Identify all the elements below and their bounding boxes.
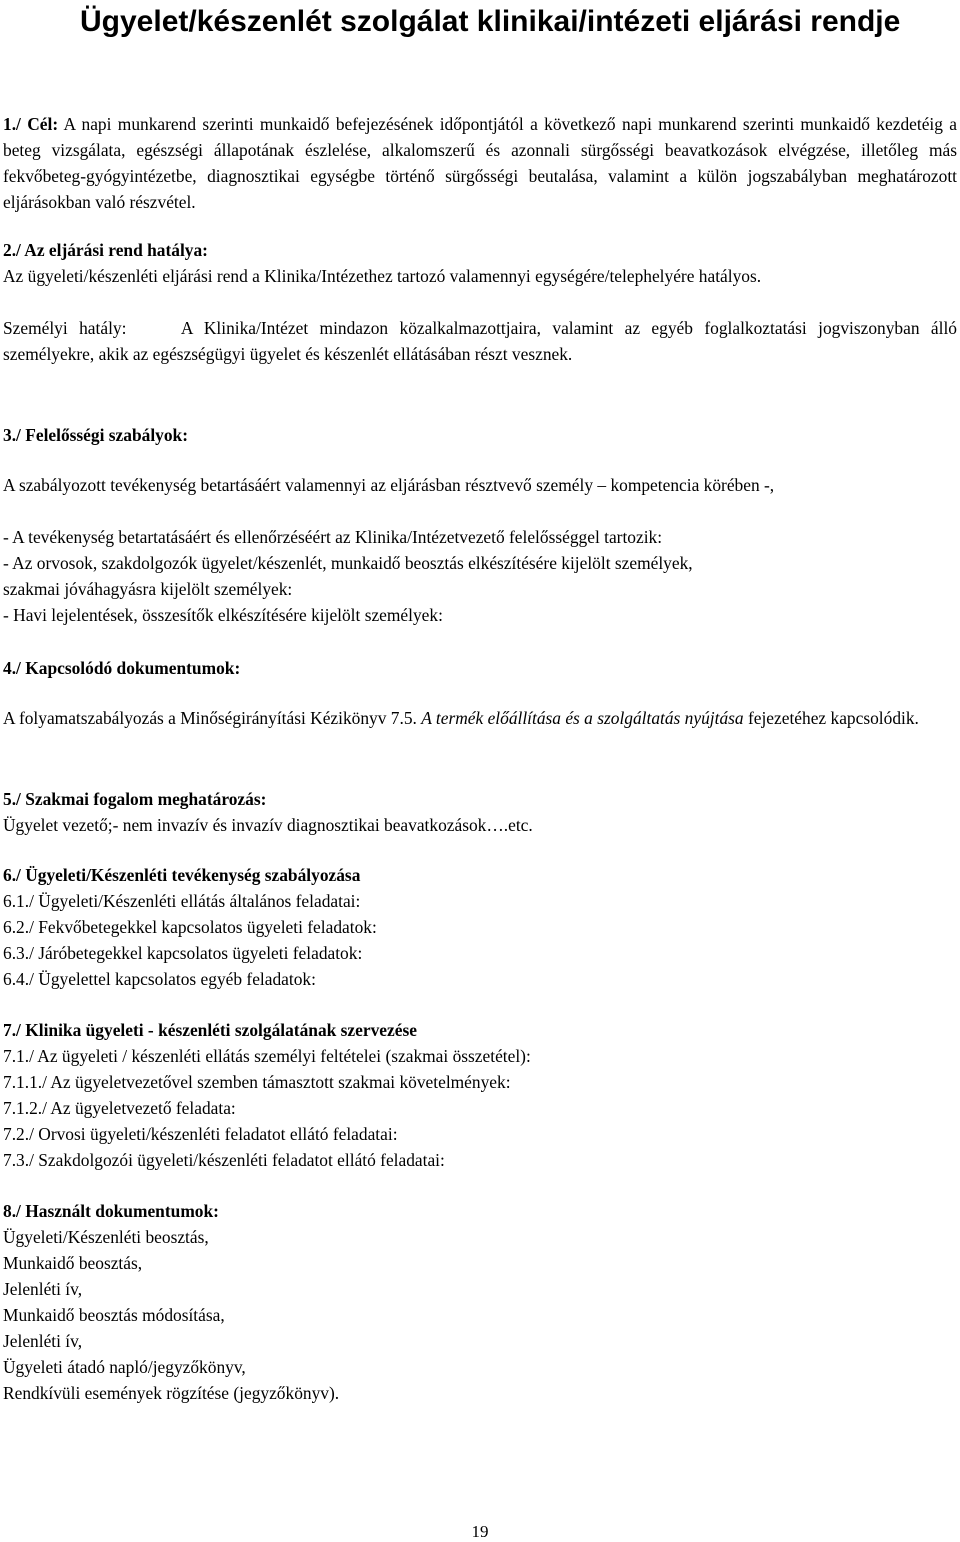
list-item: Munkaidő beosztás módosítása, <box>3 1305 225 1325</box>
section-5-heading: 5./ Szakmai fogalom meghatározás: <box>3 789 267 809</box>
section-4-text-prefix: A folyamatszabályozás a Minőségirányítási Kézikönyv 7.5. <box>3 708 417 728</box>
section-4-text <box>3 705 957 731</box>
list-item: Munkaidő beosztás, <box>3 1253 143 1273</box>
section-1-heading: 1./ Cél: <box>3 114 59 134</box>
section-5-text: Ügyelet vezető;- nem invazív és invazív diagnosztikai beavatkozások….etc. <box>3 815 533 835</box>
list-item: - Havi lejelentések, összesítők elkészítésére kijelölt személyek: <box>3 605 443 625</box>
list-item: Rendkívüli események rögzítése (jegyzőkönyv). <box>3 1383 340 1403</box>
list-item: - A tevékenység betartatásáért és ellenőrzéséért az Klinika/Intézetvezető felelősséggel tartozik: <box>3 527 663 547</box>
personal-scope-label: Személyi hatály: <box>3 318 127 338</box>
document-page <box>3 0 957 1542</box>
list-item: 6.1./ Ügyeleti/Készenléti ellátás általános feladatai: <box>3 891 361 911</box>
section-4-text-suffix: fejezetéhez kapcsolódik. <box>747 708 919 728</box>
list-item: szakmai jóváhagyásra kijelölt személyek: <box>3 579 293 599</box>
list-item: 6.4./ Ügyelettel kapcsolatos egyéb feladatok: <box>3 969 316 989</box>
section-3-heading-text: 3./ Felelősségi szabályok: <box>3 425 189 445</box>
page-number: 19 <box>471 1522 489 1541</box>
section-4-text-italic: A termék előállítása és a szolgáltatás nyújtása <box>421 708 744 728</box>
section-8-heading: 8./ Használt dokumentumok: <box>3 1201 219 1221</box>
section-2-scope-text: Az ügyeleti/készenléti eljárási rend a Klinika/Intézethez tartozó valamennyi egységére/telephelyére hatályos. <box>3 266 762 286</box>
section-7 <box>3 1017 957 1173</box>
list-item: Jelenléti ív, <box>3 1331 83 1351</box>
list-item: 7.2./ Orvosi ügyeleti/készenléti feladatot ellátó feladatai: <box>3 1124 398 1144</box>
section-4-heading <box>3 655 957 681</box>
section-1-text: A napi munkarend szerinti munkaidő befejezésének időpontjától a következő napi munkarend szerinti munkaidő kezdetéig a beteg vizsgálata, egészségi állapotának észlelése, alkalomszerű és azonnali sürgősségi beavatkozások elvégzése, illetőleg más fekvőbeteg-gyógyintézetbe, diagnosztikai egységbe történő sürgősségi beutalása, valamint a külön jogszabályban meghatározott eljárásokban való részvétel. <box>3 114 958 212</box>
section-1 <box>3 111 957 215</box>
section-2-personal-scope <box>3 315 957 367</box>
section-4-heading-text: 4./ Kapcsolódó dokumentumok: <box>3 658 241 678</box>
list-item: 7.1.1./ Az ügyeletvezetővel szemben támasztott szakmai követelmények: <box>3 1072 511 1092</box>
section-3-list <box>3 524 957 628</box>
section-2-heading <box>3 237 957 263</box>
list-item: 6.2./ Fekvőbetegekkel kapcsolatos ügyeleti feladatok: <box>3 917 377 937</box>
section-8 <box>3 1198 957 1406</box>
list-item: 6.3./ Járóbetegekkel kapcsolatos ügyeleti feladatok: <box>3 943 363 963</box>
section-6-heading: 6./ Ügyeleti/Készenléti tevékenység szabályozása <box>3 865 361 885</box>
list-item: - Az orvosok, szakdolgozók ügyelet/készenlét, munkaidő beosztás elkészítésére kijelölt személyek, <box>3 553 693 573</box>
section-6 <box>3 862 957 992</box>
document-title: Ügyelet/készenlét szolgálat klinikai/intézeti eljárási rendje <box>80 5 901 38</box>
list-item: 7.1.2./ Az ügyeletvezető feladata: <box>3 1098 236 1118</box>
section-2-heading-text: 2./ Az eljárási rend hatálya: <box>3 240 208 260</box>
section-7-heading: 7./ Klinika ügyeleti - készenléti szolgálatának szervezése <box>3 1020 417 1040</box>
list-item: 7.1./ Az ügyeleti / készenléti ellátás személyi feltételei (szakmai összetétel): <box>3 1046 531 1066</box>
list-item: Jelenléti ív, <box>3 1279 83 1299</box>
list-item: Ügyeleti átadó napló/jegyzőkönyv, <box>3 1357 246 1377</box>
list-item: Ügyeleti/Készenléti beosztás, <box>3 1227 209 1247</box>
list-item: 7.3./ Szakdolgozói ügyeleti/készenléti feladatot ellátó feladatai: <box>3 1150 445 1170</box>
section-5 <box>3 786 957 838</box>
personal-scope-text: A Klinika/Intézet mindazon közalkalmazottjaira, valamint az egyéb foglalkoztatási jogviszonyban álló személyekre, akik az egészségügyi ügyelet és készenlét ellátásában részt vesznek. <box>3 318 958 364</box>
section-3-intro: A szabályozott tevékenység betartásáért valamennyi az eljárásban résztvevő személy – kompetencia körében -, <box>3 475 775 495</box>
section-3-heading <box>3 422 957 448</box>
